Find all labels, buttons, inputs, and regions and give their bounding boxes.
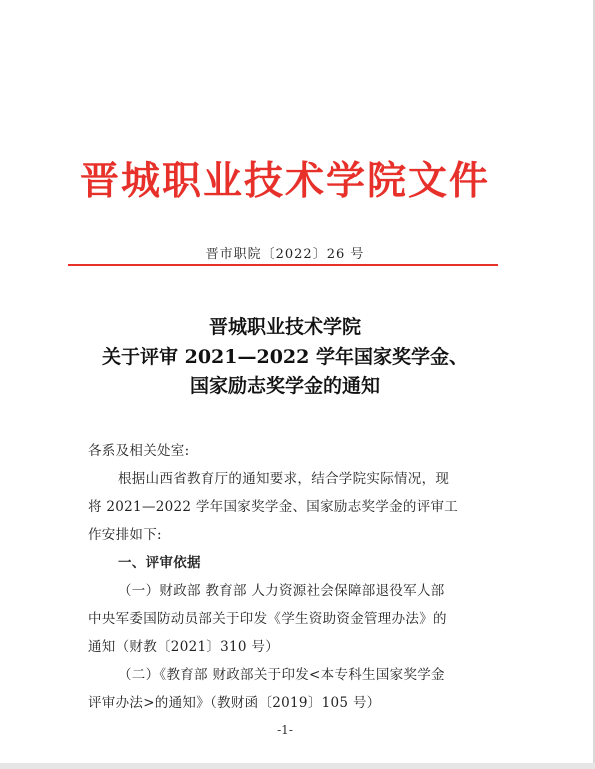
item-1-line-1: （一）财政部 教育部 人力资源社会保障部退役军人部 (118, 583, 445, 599)
document-header-title: 晋城职业技术学院文件 (79, 158, 490, 204)
item-1-line-3: 通知（财教〔2021〕310 号） (88, 639, 280, 655)
item-2-line-1: （二）《教育部 财政部关于印发<本专科生国家奖学金 (118, 667, 445, 683)
page-edge-bottom (0, 763, 595, 769)
item-2-line-2: 评审办法>的通知》（教财函〔2019〕105 号） (88, 695, 381, 711)
document-number: 晋市职院〔2022〕26 号 (205, 247, 365, 262)
notice-title-line-3: 国家励志奖学金的通知 (189, 375, 380, 397)
intro-line-2: 将 2021—2022 学年国家奖学金、国家励志奖学金的评审工 (88, 499, 459, 515)
section-heading-basis: 一、评审依据 (118, 555, 201, 571)
salutation: 各系及相关处室: (88, 443, 190, 459)
item-1-line-2: 中央军委国防动员部关于印发《学生资助资金管理办法》的 (88, 611, 447, 627)
notice-title-line-1: 晋城职业技术学院 (208, 316, 361, 338)
header-red-rule (68, 264, 498, 266)
page-number: -1- (277, 723, 293, 737)
intro-line-1: 根据山西省教育厅的通知要求，结合学院实际情况，现 (118, 471, 450, 487)
intro-line-3: 作安排如下: (88, 527, 162, 543)
notice-title-line-2: 关于评审 2021—2022 学年国家奖学金、 (102, 346, 468, 368)
